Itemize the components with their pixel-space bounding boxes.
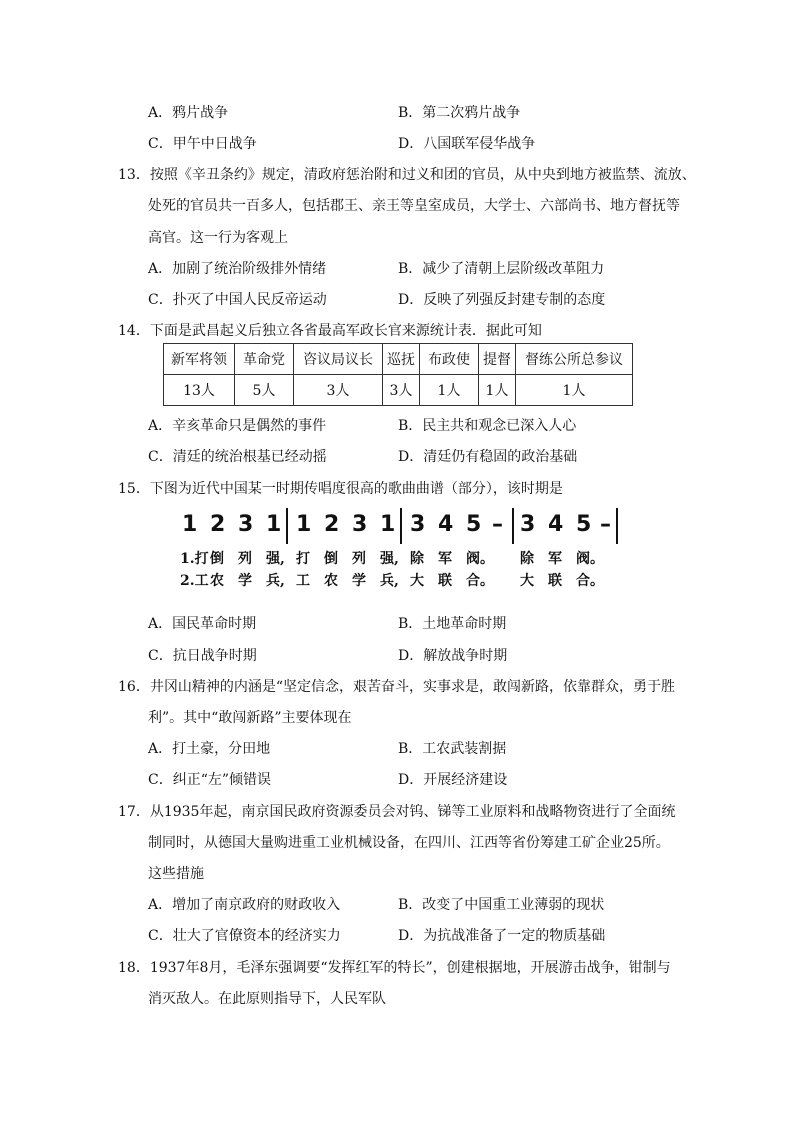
score-note: 1 bbox=[182, 512, 198, 537]
score-note: – bbox=[600, 512, 611, 537]
table-cell: 1人 bbox=[420, 375, 479, 406]
lyric-word: 强, bbox=[380, 551, 399, 567]
lyric-word: 大 bbox=[410, 573, 424, 589]
lyric-word: 除 bbox=[520, 551, 534, 567]
q13-stem-line-3: 高官。这一行为客观上 bbox=[148, 230, 288, 246]
lyric-word: 打 bbox=[296, 551, 310, 567]
score-note: 3 bbox=[352, 512, 368, 537]
lyric-word: 强, bbox=[266, 551, 285, 567]
table-header-cell: 巡抚 bbox=[383, 344, 420, 375]
score-note: 4 bbox=[548, 512, 564, 537]
table-header-cell: 新军将领 bbox=[164, 344, 235, 375]
q17-stem-line-2: 制同时，从德国大量购进重工业机械设备，在四川、江西等省份筹建工矿企业25所。 bbox=[148, 835, 670, 851]
lyric-word: 倒 bbox=[210, 551, 224, 567]
table-row bbox=[164, 375, 633, 406]
q17-option-a[interactable]: A．增加了南京政府的财政收入 bbox=[148, 897, 341, 913]
q15-option-d[interactable]: D．解放战争时期 bbox=[398, 648, 508, 664]
q14-statistics-table bbox=[163, 343, 633, 406]
lyric-word: 农 bbox=[324, 573, 338, 589]
table-cell: 3人 bbox=[294, 375, 383, 406]
q17-option-c[interactable]: C．壮大了官僚资本的经济实力 bbox=[148, 928, 341, 944]
table-header-cell: 布政使 bbox=[420, 344, 479, 375]
q13-option-c[interactable]: C．扑灭了中国人民反帝运动 bbox=[148, 292, 327, 308]
q14-stem: 14．下面是武昌起义后独立各省最高军政长官来源统计表．据此可知 bbox=[118, 323, 542, 339]
table-cell: 3人 bbox=[383, 375, 420, 406]
lyric-word: 合。 bbox=[466, 573, 494, 589]
q12-option-c[interactable]: C．甲午中日战争 bbox=[148, 136, 257, 152]
table-cell: 1人 bbox=[479, 375, 516, 406]
q13-stem-line-2: 处死的官员共一百多人，包括郡王、亲王等皇室成员，大学士、六部尚书、地方督抚等 bbox=[148, 198, 680, 214]
table-cell: 1人 bbox=[516, 375, 633, 406]
table-header-row bbox=[164, 344, 633, 375]
score-note: 3 bbox=[410, 512, 426, 537]
score-lyric-line-2 bbox=[180, 570, 618, 590]
table-header-cell: 咨议局议长 bbox=[294, 344, 383, 375]
lyric-word: 兵, bbox=[266, 573, 285, 589]
score-note: 1 bbox=[296, 512, 312, 537]
q15-stem: 15．下图为近代中国某一时期传唱度很高的歌曲曲谱（部分），该时期是 bbox=[118, 481, 563, 497]
score-note: 1 bbox=[380, 512, 396, 537]
q14-option-a[interactable]: A．辛亥革命只是偶然的事件 bbox=[148, 418, 327, 434]
lyric-word: 联 bbox=[438, 573, 452, 589]
lyric-word: 合。 bbox=[576, 573, 604, 589]
score-note: 2 bbox=[324, 512, 340, 537]
lyric-word: 阀。 bbox=[466, 551, 494, 567]
score-barline bbox=[616, 508, 618, 544]
lyric-word: 工 bbox=[296, 573, 310, 589]
table-header-cell: 革命党 bbox=[235, 344, 294, 375]
q17-stem-line-1: 17．从1935年起，南京国民政府资源委员会对钨、锑等工业原料和战略物资进行了全面统 bbox=[118, 804, 676, 820]
q17-stem-line-3: 这些措施 bbox=[148, 866, 204, 882]
q16-option-b[interactable]: B．工农武装割据 bbox=[398, 741, 507, 757]
lyric-word: 2.工 bbox=[180, 573, 209, 589]
lyric-word: 倒 bbox=[324, 551, 338, 567]
q18-stem-line-2: 消灭敌人。在此原则指导下，人民军队 bbox=[148, 991, 386, 1007]
score-note: – bbox=[492, 512, 503, 537]
score-note: 1 bbox=[266, 512, 282, 537]
q12-option-a[interactable]: A．鸦片战争 bbox=[148, 105, 229, 121]
score-barline bbox=[512, 508, 514, 544]
q18-stem-line-1: 18．1937年8月，毛泽东强调要“发挥红军的特长”，创建根据地，开展游击战争，钳制与 bbox=[118, 960, 671, 976]
q15-option-a[interactable]: A．国民革命时期 bbox=[148, 616, 257, 632]
q14-option-b[interactable]: B．民主共和观念已深入人心 bbox=[398, 418, 577, 434]
table-cell: 13人 bbox=[164, 375, 235, 406]
q15-option-c[interactable]: C．抗日战争时期 bbox=[148, 648, 257, 664]
q16-stem-line-2: 利”。其中“敢闯新路”主要体现在 bbox=[148, 710, 352, 726]
score-note: 3 bbox=[238, 512, 254, 537]
lyric-word: 大 bbox=[520, 573, 534, 589]
lyric-word: 军 bbox=[548, 551, 562, 567]
q13-option-d[interactable]: D．反映了列强反封建专制的态度 bbox=[398, 292, 606, 308]
score-note: 5 bbox=[576, 512, 592, 537]
table-header-cell: 提督 bbox=[479, 344, 516, 375]
q13-stem-line-1: 13．按照《辛丑条约》规定，清政府惩治附和过义和团的官员，从中央到地方被监禁、流放、 bbox=[118, 167, 696, 183]
score-barline bbox=[400, 508, 402, 544]
lyric-word: 阀。 bbox=[576, 551, 604, 567]
lyric-word: 列 bbox=[238, 551, 252, 567]
table-cell: 5人 bbox=[235, 375, 294, 406]
score-lyric-line-1 bbox=[180, 548, 618, 568]
lyric-word: 军 bbox=[438, 551, 452, 567]
score-note: 3 bbox=[520, 512, 536, 537]
q15-option-b[interactable]: B．土地革命时期 bbox=[398, 616, 507, 632]
q16-option-c[interactable]: C．纠正“左”倾错误 bbox=[148, 772, 272, 788]
lyric-word: 学 bbox=[352, 573, 366, 589]
lyric-word: 农 bbox=[210, 573, 224, 589]
lyric-word: 学 bbox=[238, 573, 252, 589]
q13-option-b[interactable]: B．减少了清朝上层阶级改革阻力 bbox=[398, 261, 605, 277]
lyric-word: 列 bbox=[352, 551, 366, 567]
lyric-word: 兵, bbox=[380, 573, 399, 589]
q12-option-d[interactable]: D．八国联军侵华战争 bbox=[398, 136, 536, 152]
q13-option-a[interactable]: A．加剧了统治阶级排外情绪 bbox=[148, 261, 327, 277]
score-barline bbox=[286, 508, 288, 544]
score-note: 5 bbox=[466, 512, 482, 537]
q16-stem-line-1: 16．井冈山精神的内涵是“坚定信念，艰苦奋斗，实事求是，敢闯新路，依靠群众，勇于胜 bbox=[118, 679, 675, 695]
score-note: 4 bbox=[438, 512, 454, 537]
q14-option-c[interactable]: C．清廷的统治根基已经动摇 bbox=[148, 449, 327, 465]
q16-option-d[interactable]: D．开展经济建设 bbox=[398, 772, 508, 788]
q17-option-b[interactable]: B．改变了中国重工业薄弱的现状 bbox=[398, 897, 605, 913]
song-score bbox=[180, 508, 620, 596]
table-header-cell: 督练公所总参议 bbox=[516, 344, 633, 375]
score-note: 2 bbox=[210, 512, 226, 537]
q12-option-b[interactable]: B．第二次鸦片战争 bbox=[398, 105, 521, 121]
q17-option-d[interactable]: D．为抗战准备了一定的物质基础 bbox=[398, 928, 606, 944]
q14-option-d[interactable]: D．清廷仍有稳固的政治基础 bbox=[398, 449, 578, 465]
lyric-word: 联 bbox=[548, 573, 562, 589]
lyric-word: 1.打 bbox=[180, 551, 209, 567]
lyric-word: 除 bbox=[410, 551, 424, 567]
q16-option-a[interactable]: A．打土豪，分田地 bbox=[148, 741, 271, 757]
